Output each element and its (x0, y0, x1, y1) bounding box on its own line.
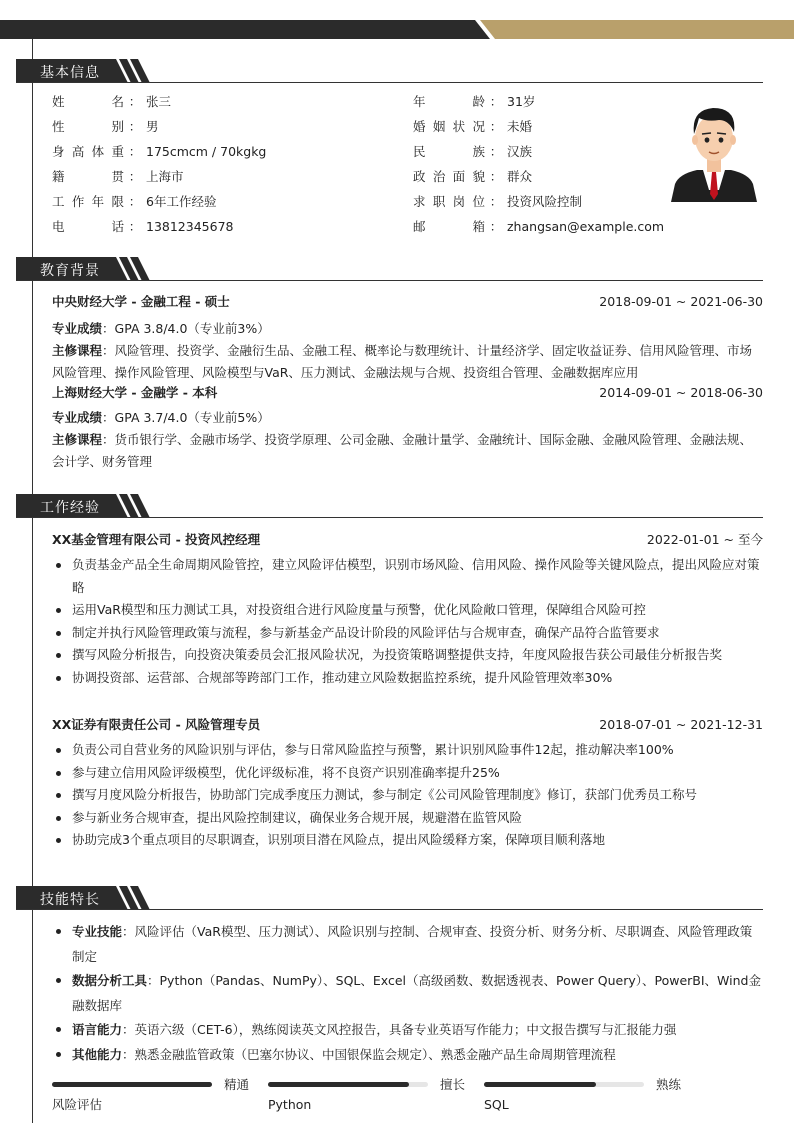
skill-bar-name: SQL (484, 1097, 509, 1112)
score-label: 专业成绩 (52, 410, 103, 425)
info-label: 电话 (52, 219, 124, 234)
skill-label: 专业技能 (72, 924, 123, 939)
job-heading (52, 715, 763, 735)
score-label: 专业成绩 (52, 321, 103, 336)
info-row-marital (413, 117, 532, 137)
skill-bar-fill (52, 1082, 212, 1087)
education-date: 2014-09-01 ~ 2018-06-30 (599, 385, 763, 400)
skill-bar-fill (484, 1082, 596, 1087)
skill-bar-track (52, 1082, 212, 1087)
info-value: 张三 (146, 94, 172, 109)
list-item: 参与建立信用风险评级模型，优化评级标准，将不良资产识别准确率提升25% (52, 762, 763, 785)
skill-bar-level: 精通 (224, 1077, 250, 1092)
info-row-age (413, 92, 535, 112)
job-duties (52, 739, 763, 852)
courses-label: 主修课程 (52, 432, 103, 447)
skill-text: ：熟悉金融监管政策（巴塞尔协议、中国银保监会规定）、熟悉金融产品生命周期管理流程 (122, 1046, 616, 1062)
list-item: 撰写月度风险分析报告，协助部门完成季度压力测试，参与制定《公司风险管理制度》修订，获部门优秀员工称号 (52, 784, 763, 807)
education-item (52, 383, 763, 473)
skills-list (52, 920, 763, 1067)
score-text: ：GPA 3.8/4.0（专业前3%） (102, 321, 270, 336)
info-row-name (52, 92, 171, 112)
top-decorative-bar (0, 20, 794, 39)
skill-bar (268, 1076, 468, 1116)
skill-bar (484, 1076, 684, 1116)
courses-label: 主修课程 (52, 343, 103, 358)
info-row-experience-years (52, 192, 216, 212)
info-row-gender (52, 117, 159, 137)
skill-bar-track (484, 1082, 644, 1087)
section-title: 教育背景 (40, 263, 100, 279)
job-date: 2018-07-01 ~ 2021-12-31 (599, 717, 763, 732)
info-colon: ： (489, 194, 503, 209)
skill-bar-track (268, 1082, 428, 1087)
info-label: 邮箱 (413, 219, 485, 234)
info-colon: ： (128, 144, 142, 159)
info-row-hometown (52, 167, 184, 187)
skill-bar-fill (268, 1082, 409, 1087)
info-colon: ： (489, 169, 503, 184)
list-item (52, 969, 763, 1018)
section-rule (16, 909, 763, 910)
info-row-political (413, 167, 532, 187)
job-heading (52, 530, 763, 550)
list-item (52, 920, 763, 969)
info-colon: ： (489, 94, 503, 109)
section-basic-info (16, 59, 763, 83)
info-value: zhangsan@example.com (507, 219, 665, 234)
section-rule (16, 280, 763, 281)
info-colon: ： (128, 194, 142, 209)
info-label: 籍贯 (52, 169, 124, 184)
skill-text: ：Python（Pandas、NumPy）、SQL、Excel（高级函数、数据透视表、Power Query）、PowerBI、Wind金融数据库 (72, 973, 761, 1013)
list-item (52, 1018, 763, 1043)
section-rule (16, 517, 763, 518)
education-score (52, 407, 763, 429)
skill-bar-name: Python (268, 1097, 312, 1112)
section-title: 工作经验 (40, 500, 100, 516)
info-value: 投资风险控制 (507, 194, 583, 209)
info-value: 上海市 (146, 169, 184, 184)
skill-bar-level: 擅长 (440, 1077, 466, 1092)
list-item: 参与新业务合规审查，提出风险控制建议，确保业务合规开展，规避潜在监管风险 (52, 807, 763, 830)
info-label: 求职岗位 (413, 194, 485, 209)
skill-bar-name: 风险评估 (52, 1097, 103, 1112)
education-title: 上海财经大学 - 金融学 - 本科 (52, 385, 218, 400)
info-label: 姓名 (52, 94, 124, 109)
section-rule (16, 82, 763, 83)
info-row-target-job (413, 192, 582, 212)
info-colon: ： (128, 219, 142, 234)
info-row-phone (52, 217, 233, 237)
job-date: 2022-01-01 ~ 至今 (646, 532, 763, 547)
education-date: 2018-09-01 ~ 2021-06-30 (599, 294, 763, 309)
score-text: ：GPA 3.7/4.0（专业前5%） (102, 410, 270, 425)
education-score (52, 318, 763, 340)
info-value: 6年工作经验 (146, 194, 217, 209)
education-heading (52, 383, 763, 403)
info-label: 政治面貌 (413, 169, 485, 184)
info-value: 群众 (507, 169, 533, 184)
info-label: 民族 (413, 144, 485, 159)
left-vertical-rule (32, 39, 33, 1123)
info-value: 175cmcm / 70kgkg (146, 144, 267, 159)
list-item: 制定并执行风险管理政策与流程，参与新基金产品设计阶段的风险评估与合规审查，确保产品符合监管要求 (52, 622, 763, 645)
info-value: 31岁 (507, 94, 536, 109)
info-label: 婚姻状况 (413, 119, 485, 134)
section-work (16, 494, 763, 518)
info-label: 工作年限 (52, 194, 124, 209)
info-row-height-weight (52, 142, 266, 162)
courses-text: ：风险管理、投资学、金融衍生品、金融工程、概率论与数理统计、计量经济学、固定收益证券、信用风险管理、市场风险管理、操作风险管理、风险模型与VaR、压力测试、金融法规与合规、投资组合管理、金融数据库应用 (52, 343, 753, 380)
skill-label: 数据分析工具 (72, 973, 148, 988)
skill-label: 其他能力 (72, 1046, 123, 1062)
job-title: XX证券有限责任公司 - 风险管理专员 (52, 717, 261, 732)
education-courses (52, 340, 763, 384)
list-item: 协调投资部、运营部、合规部等跨部门工作，推动建立风险数据监控系统，提升风险管理效率30% (52, 667, 763, 690)
info-row-ethnicity (413, 142, 532, 162)
info-colon: ： (489, 119, 503, 134)
education-heading (52, 292, 763, 312)
info-label: 身高体重 (52, 144, 124, 159)
section-header (16, 886, 763, 910)
job-item (52, 530, 763, 689)
section-header (16, 257, 763, 281)
list-item: 运用VaR模型和压力测试工具，对投资组合进行风险度量与预警，优化风险敞口管理，保障组合风险可控 (52, 599, 763, 622)
list-item: 撰写风险分析报告，向投资决策委员会汇报风险状况，为投资策略调整提供支持，年度风险报告获公司最佳分析报告奖 (52, 644, 763, 667)
job-title: XX基金管理有限公司 - 投资风控经理 (52, 532, 261, 547)
section-header (16, 59, 763, 83)
section-skills (16, 886, 763, 910)
info-value: 汉族 (507, 144, 533, 159)
list-item: 负责公司自营业务的风险识别与评估，参与日常风险监控与预警，累计识别风险事件12起，推动解决率100% (52, 739, 763, 762)
info-value: 未婚 (507, 119, 533, 134)
skill-label: 语言能力 (72, 1022, 123, 1037)
list-item: 协助完成3个重点项目的尽职调查，识别项目潜在风险点，提出风险缓释方案，保障项目顺利落地 (52, 829, 763, 852)
courses-text: ：货币银行学、金融市场学、投资学原理、公司金融、金融计量学、金融统计、国际金融、金融风险管理、金融法规、会计学、财务管理 (52, 432, 753, 469)
info-colon: ： (489, 144, 503, 159)
section-title: 基本信息 (40, 65, 100, 81)
education-title: 中央财经大学 - 金融工程 - 硕士 (52, 294, 230, 309)
info-value: 男 (146, 119, 159, 134)
list-item: 负责基金产品全生命周期风险管控，建立风险评估模型，识别市场风险、信用风险、操作风险等关键风险点，提出风险应对策略 (52, 554, 763, 599)
section-header (16, 494, 763, 518)
section-education (16, 257, 763, 281)
section-title: 技能特长 (40, 892, 100, 908)
education-item (52, 292, 763, 384)
info-value: 13812345678 (146, 219, 234, 234)
list-item (52, 1043, 763, 1068)
skill-bar (52, 1076, 252, 1116)
avatar (667, 98, 761, 202)
info-colon: ： (489, 219, 503, 234)
info-colon: ： (128, 169, 142, 184)
job-item (52, 715, 763, 852)
info-label: 性别 (52, 119, 124, 134)
skill-bar-level: 熟练 (656, 1077, 682, 1092)
info-colon: ： (128, 119, 142, 134)
info-row-email (413, 217, 664, 237)
info-label: 年龄 (413, 94, 485, 109)
job-duties (52, 554, 763, 689)
info-colon: ： (128, 94, 142, 109)
skill-text: ：英语六级（CET-6），熟练阅读英文风控报告，具备专业英语写作能力；中文报告撰写与汇报能力强 (122, 1022, 677, 1037)
education-courses (52, 429, 763, 473)
skill-text: ：风险评估（VaR模型、压力测试）、风险识别与控制、合规审查、投资分析、财务分析、尽职调查、风险管理政策制定 (72, 924, 753, 964)
